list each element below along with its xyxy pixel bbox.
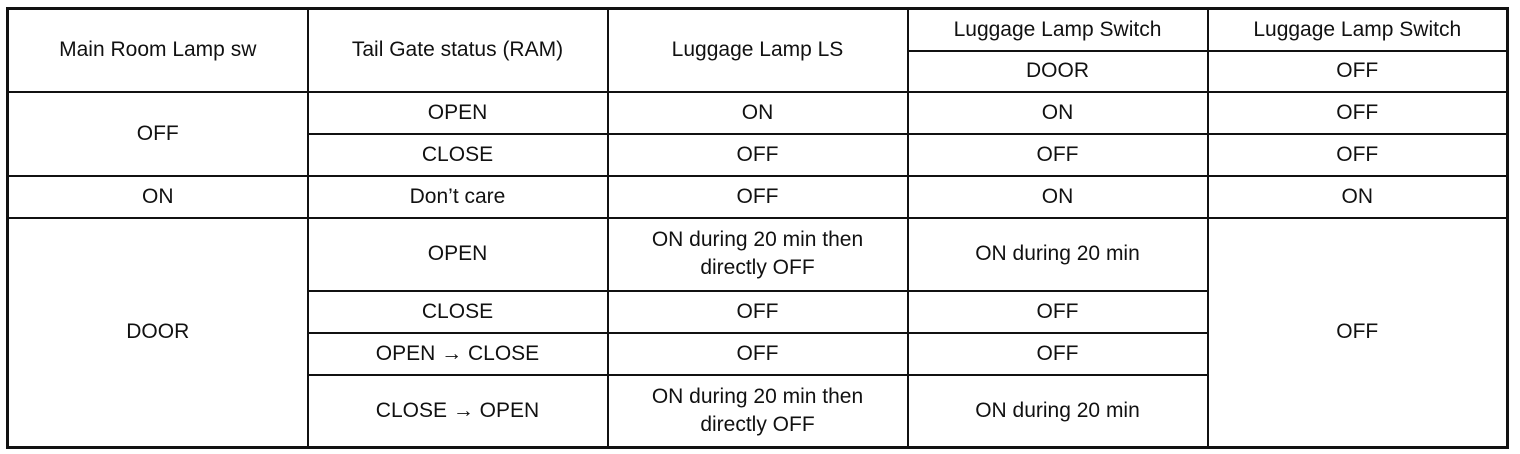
switch-door-cell: ON during 20 min [908,375,1208,448]
header-row [8,9,1508,51]
tail-gate-cell: CLOSE [308,291,608,333]
luggage-ls-cell: ON during 20 min then directly OFF [608,375,908,448]
tail-gate-cell: CLOSE [308,134,608,176]
header-main-room-lamp-sw: Main Room Lamp sw [8,9,308,92]
luggage-ls-cell: OFF [608,176,908,218]
switch-off-cell: OFF [1208,218,1508,448]
luggage-ls-cell: ON during 20 min then directly OFF [608,218,908,291]
switch-off-cell: OFF [1208,92,1508,134]
luggage-ls-cell: OFF [608,333,908,375]
tail-gate-cell: OPEN → CLOSE [308,333,608,375]
tail-gate-cell: CLOSE → OPEN [308,375,608,448]
tail-gate-cell: OPEN [308,92,608,134]
header-luggage-lamp-ls: Luggage Lamp LS [608,9,908,92]
main-sw-door: DOOR [8,218,308,448]
header-switch-off-sub: OFF [1208,51,1508,92]
tail-gate-cell: Don’t care [308,176,608,218]
table-row [8,218,1508,291]
header-luggage-lamp-switch-off: Luggage Lamp Switch [1208,9,1508,51]
main-sw-on: ON [8,176,308,218]
switch-door-cell: ON during 20 min [908,218,1208,291]
switch-door-cell: OFF [908,134,1208,176]
tail-gate-cell: OPEN [308,218,608,291]
switch-off-cell: ON [1208,176,1508,218]
main-sw-off: OFF [8,92,308,176]
switch-off-cell: OFF [1208,134,1508,176]
switch-door-cell: OFF [908,333,1208,375]
header-tail-gate-status: Tail Gate status (RAM) [308,9,608,92]
table-row [8,92,1508,134]
header-switch-door-sub: DOOR [908,51,1208,92]
lamp-behavior-table [6,7,1509,449]
switch-door-cell: ON [908,92,1208,134]
luggage-ls-cell: OFF [608,291,908,333]
luggage-ls-cell: OFF [608,134,908,176]
header-luggage-lamp-switch-door: Luggage Lamp Switch [908,9,1208,51]
table-row [8,176,1508,218]
switch-door-cell: ON [908,176,1208,218]
luggage-ls-cell: ON [608,92,908,134]
switch-door-cell: OFF [908,291,1208,333]
